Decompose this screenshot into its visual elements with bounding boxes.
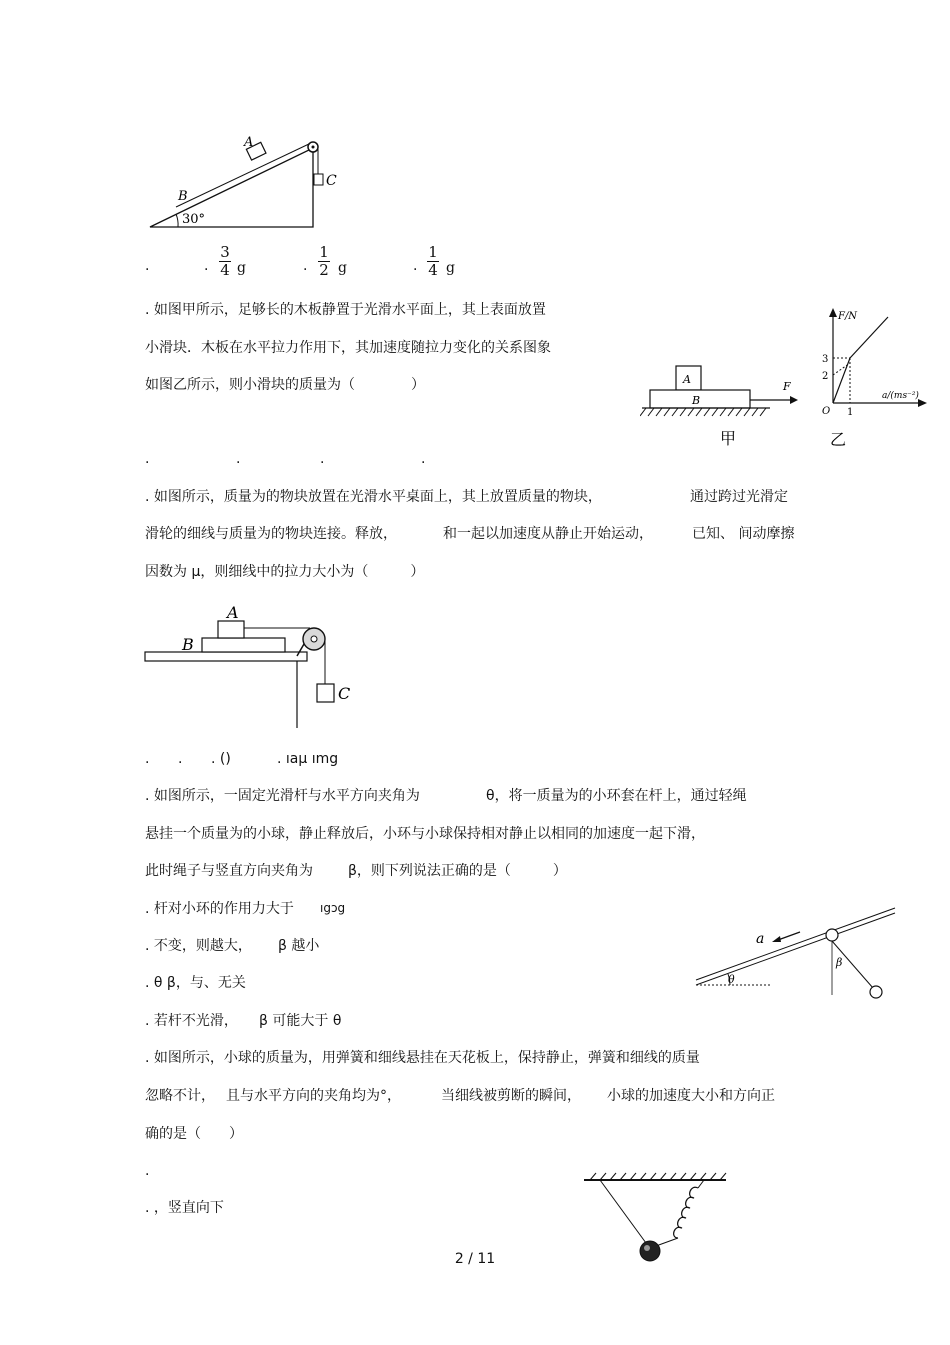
q2-option-c: . <box>320 451 325 467</box>
fraction-three-quarters: 3 4 <box>220 243 230 279</box>
label-f: F <box>783 380 791 393</box>
question-2-line-3: 如图乙所示，则小滑块的质量为（ ） <box>145 377 425 393</box>
question-4-line-3: 此时绳子与竖直方向夹角为 <box>145 863 313 879</box>
question-3-line-3: 因数为 μ，则细线中的拉力大小为（ ） <box>145 564 425 580</box>
label-c: C <box>338 684 351 703</box>
question-5-line-2-d: 小球的加速度大小和方向正 <box>607 1088 775 1104</box>
q4-option-a: . 杆对小环的作用力大于 <box>145 901 294 917</box>
q4-option-d-cont: β 可能大于 θ <box>259 1013 342 1029</box>
tick-x-1: 1 <box>847 407 854 418</box>
option-mark-d: . <box>413 258 418 274</box>
question-4-line-2: 悬挂一个质量为的小球，静止释放后，小环与小球保持相对静止以相同的加速度一起下滑， <box>145 826 705 842</box>
board-figure <box>640 360 805 455</box>
label-theta: θ <box>728 973 735 986</box>
label-b: B <box>182 635 194 654</box>
unit-g: g <box>338 260 347 276</box>
label-b: B <box>178 189 188 204</box>
label-a: A <box>227 603 239 622</box>
y-axis-label: F/N <box>838 311 858 322</box>
question-5-line-3: 确的是（ ） <box>145 1126 243 1142</box>
label-a: a <box>756 931 765 947</box>
question-5-line-2-b: 且与水平方向的夹角均为°， <box>226 1088 401 1104</box>
page-number: 2 / 11 <box>454 1251 496 1267</box>
label-beta: β <box>836 956 843 969</box>
caption-yi: 乙 <box>830 430 847 449</box>
incline-figure <box>140 128 350 233</box>
question-2-line-1: . 如图甲所示，足够长的木板静置于光滑水平面上，其上表面放置 <box>145 302 546 318</box>
question-4-line-3-cont: β，则下列说法正确的是（ ） <box>348 863 567 879</box>
label-c: C <box>326 173 337 189</box>
option-mark-c: . <box>303 258 308 274</box>
question-4-line-1-cont: θ，将一质量为的小环套在杆上，通过轻绳 <box>486 788 747 804</box>
rod-figure <box>690 900 900 1000</box>
q3-option-a: . <box>145 751 150 767</box>
q5-option-a: . <box>145 1163 150 1179</box>
label-a: A <box>244 135 254 150</box>
option-mark-a: . <box>145 258 150 274</box>
q4-option-b: . 不变，则越大， <box>145 938 252 954</box>
x-axis-label: a/(ms⁻²) <box>882 391 919 401</box>
unit-g: g <box>446 260 455 276</box>
q2-option-a: . <box>145 451 150 467</box>
f-a-graph <box>810 305 930 453</box>
question-3-line-1: . 如图所示，质量为的物块放置在光滑水平桌面上，其上放置质量的物块， <box>145 489 602 505</box>
label-a: A <box>683 373 691 386</box>
q2-option-b: . <box>236 451 241 467</box>
option-mark-b: . <box>204 258 209 274</box>
q3-option-b: . <box>178 751 183 767</box>
q4-option-a-garbled: ıgↄg <box>320 901 346 915</box>
tick-y-2: 2 <box>822 371 829 382</box>
q4-option-c: . θ β，与、无关 <box>145 975 246 991</box>
question-5-line-2: 忽略不计， <box>145 1088 215 1104</box>
angle-label: 30° <box>182 212 206 227</box>
question-3-line-2-end: 已知、 间动摩擦 <box>692 526 795 542</box>
q5-option-b: . ，竖直向下 <box>145 1200 224 1216</box>
question-3-line-2: 滑轮的细线与质量为的物块连接。释放， <box>145 526 397 542</box>
unit-g: g <box>237 260 246 276</box>
tick-y-3: 3 <box>822 354 829 365</box>
question-2-line-2: 小滑块．木板在水平拉力作用下，其加速度随拉力变化的关系图象 <box>145 340 551 356</box>
q2-option-d: . <box>421 451 426 467</box>
fraction-one-half: 1 2 <box>319 243 329 279</box>
question-5-line-1: . 如图所示，小球的质量为，用弹簧和细线悬挂在天花板上，保持静止，弹簧和细线的质量 <box>145 1050 700 1066</box>
q4-option-b-cont: β 越小 <box>278 938 320 954</box>
q3-option-d: . ıaμ ımg <box>277 751 339 767</box>
question-5-line-2-c: 当细线被剪断的瞬间， <box>441 1088 581 1104</box>
caption-jia: 甲 <box>720 429 737 448</box>
q3-option-c: . () <box>211 751 231 767</box>
question-3-line-1-cont: 通过跨过光滑定 <box>690 489 788 505</box>
origin-label: O <box>822 406 831 417</box>
question-4-line-1: . 如图所示，一固定光滑杆与水平方向夹角为 <box>145 788 420 804</box>
fraction-one-quarter: 1 4 <box>428 243 438 279</box>
question-3-line-2-mid: 和一起以加速度从静止开始运动， <box>443 526 653 542</box>
table-pulley-figure <box>140 598 370 730</box>
label-b: B <box>692 394 701 407</box>
q4-option-d: . 若杆不光滑， <box>145 1013 238 1029</box>
